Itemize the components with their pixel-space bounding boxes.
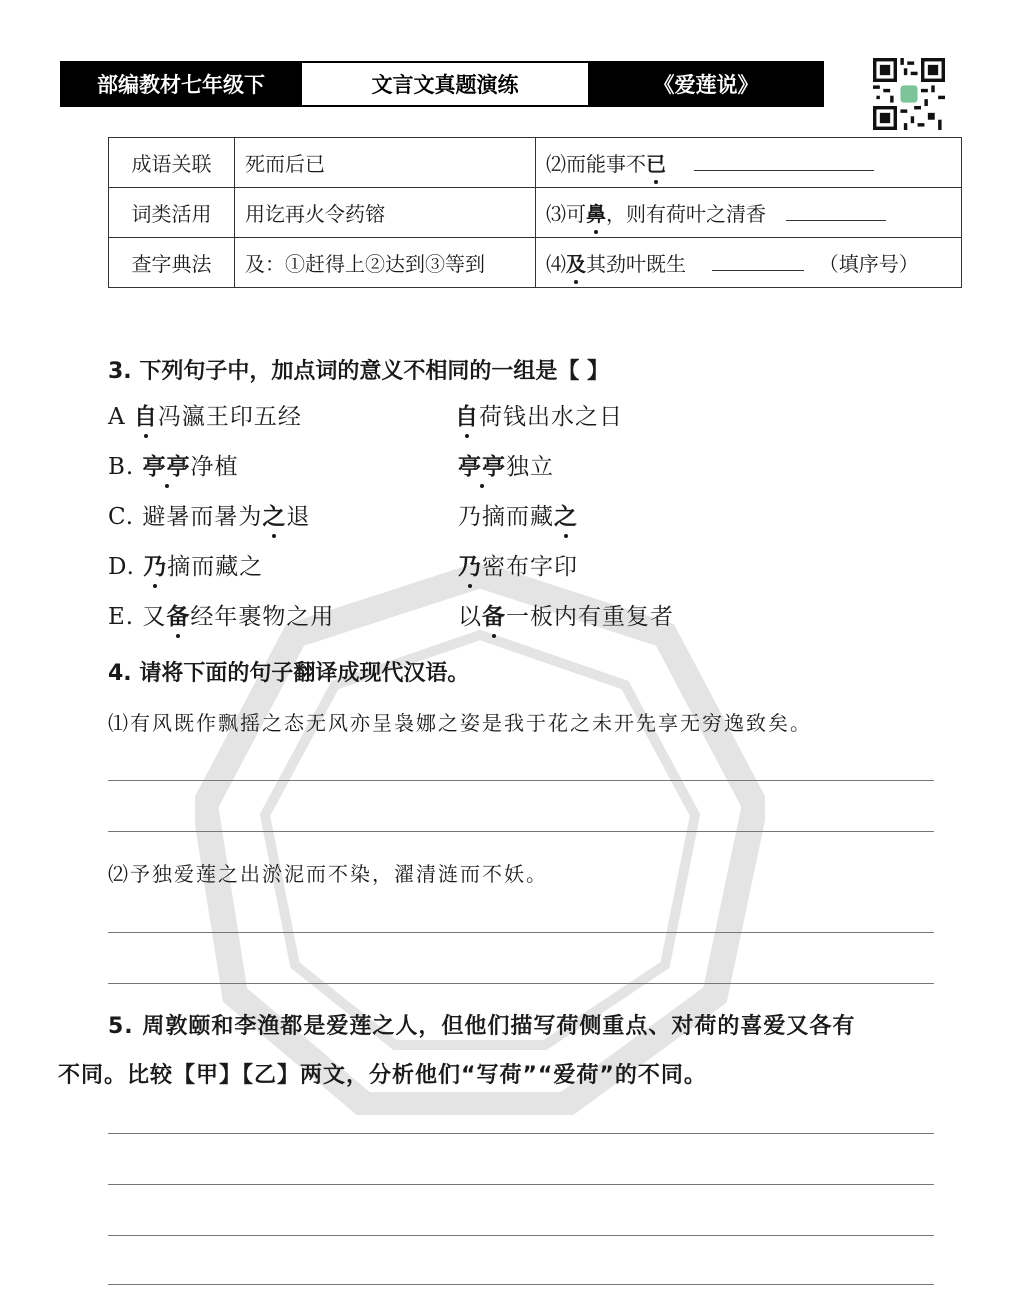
answer-line[interactable] — [108, 1235, 934, 1236]
item-text: ⑵而能事不 — [546, 152, 646, 176]
option-a-left: A 自冯瀛王印五经 — [108, 398, 302, 431]
page-header — [60, 61, 824, 107]
qr-code-icon — [873, 58, 945, 130]
answer-blank[interactable] — [694, 150, 874, 171]
answer-line[interactable] — [108, 983, 934, 984]
row-item — [536, 238, 962, 288]
option-b-left: B. 亭亭净植 — [108, 448, 239, 481]
option-c-left: C. 避暑而暑为之退 — [108, 498, 310, 531]
item-text: ⑶可 — [546, 202, 586, 226]
row-label: 成语关联 — [109, 138, 235, 188]
dotted-char: 鼻 — [586, 198, 606, 227]
row-example: 及：①赶得上②达到③等到 — [235, 238, 536, 288]
row-label: 词类活用 — [109, 188, 235, 238]
option-a-right: 自荷钱出水之日 — [455, 398, 623, 431]
row-item — [536, 138, 962, 188]
question-5-line-1: 5. 周敦颐和李渔都是爱莲之人，但他们描写荷侧重点、对荷的喜爱又各有 — [108, 1014, 856, 1039]
method-table — [108, 137, 962, 288]
option-e-left: E. 又备经年裹物之用 — [108, 598, 334, 631]
answer-line[interactable] — [108, 831, 934, 832]
row-example: 死而后已 — [235, 138, 536, 188]
item-text: ，则有荷叶之清香 — [606, 202, 766, 226]
option-d-right: 乃密布字印 — [458, 548, 578, 581]
question-3-title: 3. 下列句子中，加点词的意义不相同的一组是【 】 — [108, 359, 609, 384]
dotted-char: 已 — [646, 148, 666, 177]
table-row — [109, 238, 962, 288]
row-note: （填序号） — [818, 252, 919, 276]
option-d-left: D. 乃摘而藏之 — [108, 548, 263, 581]
answer-line[interactable] — [108, 1284, 934, 1285]
item-text: ⑷ — [546, 252, 566, 276]
answer-blank[interactable] — [712, 250, 804, 271]
header-section: 文言文真题演练 — [300, 63, 590, 105]
option-e-right: 以备一板内有重复者 — [458, 598, 674, 631]
row-example: 用讫再火令药镕 — [235, 188, 536, 238]
answer-line[interactable] — [108, 932, 934, 933]
answer-line[interactable] — [108, 1184, 934, 1185]
row-item — [536, 188, 962, 238]
table-row — [109, 138, 962, 188]
answer-line[interactable] — [108, 1133, 934, 1134]
row-label: 查字典法 — [109, 238, 235, 288]
option-c-right: 乃摘而藏之 — [458, 498, 578, 531]
option-b-right: 亭亭独立 — [458, 448, 554, 481]
question-4-title: 4. 请将下面的句子翻译成现代汉语。 — [108, 661, 470, 686]
answer-line[interactable] — [108, 780, 934, 781]
header-grade: 部编教材七年级下 — [62, 63, 300, 105]
question-5-line-2: 不同。比较【甲】【乙】两文，分析他们“写荷”“爱荷”的不同。 — [58, 1063, 707, 1088]
answer-blank[interactable] — [786, 200, 886, 221]
item-text: 其劲叶既生 — [586, 252, 686, 276]
dotted-char: 及 — [566, 248, 586, 277]
header-lesson: 《爱莲说》 — [590, 63, 822, 105]
question-4-sentence-1: ⑴有风既作飘摇之态无风亦呈袅娜之姿是我于花之未开先享无穷逸致矣。 — [108, 711, 812, 735]
table-row — [109, 188, 962, 238]
question-4-sentence-2: ⑵予独爱莲之出淤泥而不染，濯清涟而不妖。 — [108, 862, 548, 886]
